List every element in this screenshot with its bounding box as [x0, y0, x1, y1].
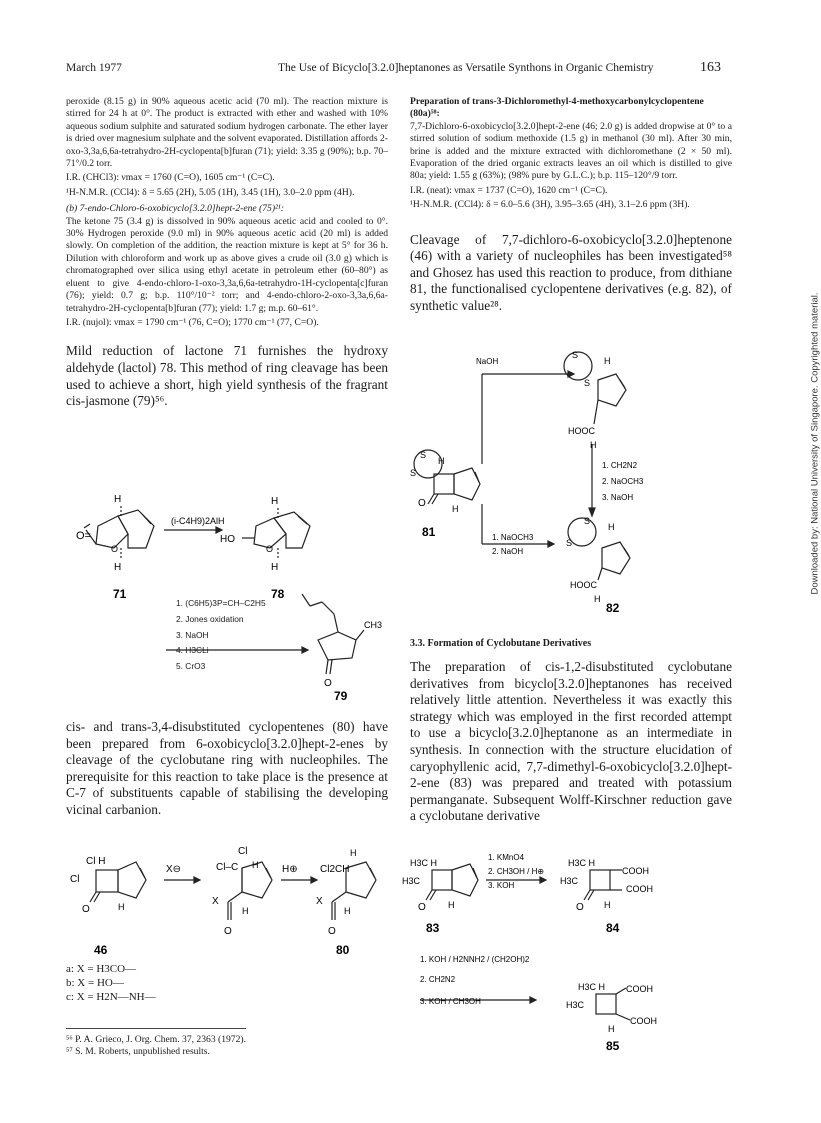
nucleophile-label: X⊖: [166, 864, 182, 875]
methyl-84: H3C: [560, 876, 579, 886]
body-paragraph-cyclopentenes: cis- and trans-3,4-disubstituted cyclopentenes (80) have been prepared from 6-oxobicyclo[3.2.0]hept-2-enes by cleavage of the cyclobutane ring with nucleophiles. The prerequisite for this reaction to take place is the presence at C-7 of substituents capable of stabilising the developing vicinal carbanion.: [66, 719, 388, 817]
svg-text:X: X: [212, 896, 219, 907]
right-column: [410, 96, 732, 315]
svg-text:O: O: [82, 904, 90, 915]
cooh-85-b: COOH: [630, 1016, 657, 1026]
svg-text:O: O: [324, 678, 332, 689]
svg-text:H: H: [114, 562, 122, 573]
step-4: 4. H3CLi: [176, 645, 209, 656]
body-paragraph-cyclobutane: The preparation of cis-1,2-disubstituted cyclobutane derivatives from bicyclo[3.2.0]heptanones has received relatively little attention. Nevertheless it was exactly this strategy which was employed in the first recorded attempt to use a bicyclo[3.2.0]heptanone as an intermediate in synthesis. In connection with the structure elucidation of caryophyllenic acid, 7,7-dimethyl-6-oxobicyclo[3.2.0]hept-2-ene (83) was prepared and treated with potassium permanganate. Subsequent Wolff-Kirschner reduction gave a cyclobutane derivative: [410, 659, 732, 824]
methyl-85: H3C: [566, 1000, 585, 1010]
scheme-dithiane-cleavage: [398, 344, 728, 614]
page-number: 163: [700, 60, 721, 75]
nmr-80a: ¹H-N.M.R. (CCl4): δ = 6.0–5.6 (3H), 3.95–3.65 (4H), 3.1–2.6 ppm (3H).: [410, 199, 690, 211]
svg-text:Cl: Cl: [70, 874, 80, 885]
bottom-step-1: 1. NaOCH3: [492, 533, 534, 542]
svg-text:Cl H: Cl H: [86, 856, 106, 867]
svg-text:S: S: [572, 350, 579, 360]
subhead-b: (b) 7-endo-Chloro-6-oxobicyclo[3.2.0]hept-2-ene (75)²¹:: [66, 203, 284, 215]
label-46: 46: [94, 943, 108, 957]
svg-text:H: H: [590, 440, 597, 450]
svg-text:H3C H: H3C H: [568, 858, 596, 868]
svg-text:X: X: [316, 896, 323, 907]
svg-text:HO: HO: [220, 534, 235, 545]
label-82: 82: [606, 601, 620, 615]
label-79: 79: [334, 689, 348, 703]
body-paragraph-lactone: Mild reduction of lactone 71 furnishes the hydroxy aldehyde (lactol) 78. This method of ring cleavage has been used to achieve a short, high yield synthesis of the fragrant cis-jasmone (79)⁵⁶.: [66, 343, 388, 409]
top-step-koh: 3. KOH: [488, 881, 515, 890]
hooc-top: HOOC: [568, 426, 595, 436]
legend-b: b: X = HO—: [66, 977, 124, 989]
prep-paragraph-71: peroxide (8.15 g) in 90% aqueous acetic acid (70 ml). The reaction mixture is stirred for 24 h at 0°. The product is extracted with ether and washed with 10% aqueous sodium sulphite and saturated sodium hydrogen carbonate. The ether layer is dried over magnesium sulphate and the solvent evaporated. Distillation affords 2-oxo-3,3a,6,6a-tetrahydro-2H-cyclopenta[b]furan (71); yield: 3.35 g (90%); b.p. 70–71°/0.2 torr.: [66, 96, 388, 170]
svg-text:O: O: [266, 544, 274, 554]
top-step-2: 2. NaOCH3: [602, 477, 644, 486]
svg-text:H: H: [252, 860, 259, 870]
jasmone-steps: [176, 596, 266, 675]
cooh-84-b: COOH: [626, 884, 653, 894]
section-heading-3-3: 3.3. Formation of Cyclobutane Derivatives: [410, 638, 592, 649]
svg-text:S: S: [410, 468, 417, 478]
methyl-label: CH3: [364, 620, 383, 630]
prep-paragraph-76-77: The ketone 75 (3.4 g) is dissolved in 90% aqueous acetic acid and cooled to 0°. 30% Hydrogen peroxide (9.0 ml) in 90% aqueous acetic acid (20 ml) is added slowly. On completion of the addition, the reaction mixture is kept at 5° for 36 h. Dilution with chloroform and work up as above gives a crude oil (3.0 g) which is chromatographed over silica using ethyl acetate in petroleum ether (60–80°) as eluent to give 4-endo-chloro-1-oxo-3,3a,6,6a-tetrahydro-1H-cyclopenta[c]furan (76); yield: 0.7 g; b.p. 110°/10⁻² torr; and 4-endo-chloro-2-oxo-3,3a,6,6a-tetrahydro-2H-cyclopenta[b]furan (77); yield: 1.7 g; m.p. 60–61°.: [66, 215, 388, 314]
step-1: 1. (C6H5)3P=CH–C2H5: [176, 598, 266, 608]
footnotes: [66, 1034, 388, 1059]
step-3: 3. NaOH: [176, 629, 209, 640]
step-5: 5. CrO3: [176, 661, 206, 672]
svg-text:S: S: [566, 538, 573, 548]
ir-71: I.R. (CHCl3): νmax = 1760 (C=O), 1605 cm⁻¹ (C=C).: [66, 172, 275, 184]
legend-a: a: X = H3CO—: [66, 963, 137, 975]
svg-text:H: H: [604, 356, 611, 366]
footnote-56: ⁵⁶ P. A. Grieco, J. Org. Chem. 37, 2363 (1972).: [66, 1034, 246, 1045]
body-paragraph-ghosez: Cleavage of 7,7-dichloro-6-oxobicyclo[3.2.0]heptenone (46) with a variety of nucleophiles has been investigated⁵⁸ and Ghosez has used this reaction to produce, from dithiane 81, the functionalised cyclopentene derivatives (e.g. 82), of synthetic value²⁸.: [410, 231, 732, 314]
svg-text:Cl: Cl: [238, 846, 248, 857]
header-date: March 1977: [66, 62, 122, 74]
svg-text:O: O: [418, 902, 426, 913]
svg-text:H3C H: H3C H: [410, 858, 438, 868]
svg-text:H: H: [114, 494, 122, 505]
top-step-3: 3. NaOH: [602, 493, 634, 502]
svg-text:O: O: [111, 544, 119, 554]
footnote-57: ⁵⁷ S. M. Roberts, unpublished results.: [66, 1046, 210, 1058]
reagent-dibal: (i-C4H9)2AlH: [171, 516, 225, 526]
svg-text:H: H: [438, 456, 445, 466]
label-81: 81: [422, 525, 436, 539]
dichloromethyl-label: Cl2CH: [320, 864, 350, 875]
label-78: 78: [271, 587, 285, 601]
svg-text:S: S: [584, 378, 591, 388]
footnote-rule: [66, 1028, 246, 1029]
svg-text:H: H: [604, 900, 611, 910]
svg-text:H: H: [271, 562, 279, 573]
bottom-step-ch2n2: 2. CH2N2: [420, 975, 456, 984]
cooh-85-a: COOH: [626, 984, 653, 994]
legend-c: c: X = H2N—NH—: [66, 991, 156, 1003]
svg-text:H: H: [608, 522, 615, 532]
carbonyl-o-71: O=: [76, 530, 91, 542]
top-step-1: 1. CH2N2: [602, 461, 638, 470]
svg-text:H: H: [344, 906, 351, 916]
label-83: 83: [426, 921, 440, 935]
nmr-71: ¹H-N.M.R. (CCl4): δ = 5.65 (2H), 5.05 (1H), 3.45 (1H), 3.0–2.0 ppm (4H).: [66, 186, 355, 198]
ir-76-77: I.R. (nujol): νmax = 1790 cm⁻¹ (76, C=O); 1770 cm⁻¹ (77, C=O).: [66, 316, 319, 328]
left-column: [66, 96, 388, 410]
methyl-83: H3C: [402, 876, 421, 886]
download-note: Downloaded by: National University of Singapore. Copyrighted material.: [809, 292, 821, 595]
step-2: 2. Jones oxidation: [176, 613, 244, 624]
ir-80a: I.R. (neat): νmax = 1737 (C=O), 1620 cm⁻¹ (C=C).: [410, 184, 608, 196]
label-84: 84: [606, 921, 620, 935]
bottom-step-2: 2. NaOH: [492, 547, 524, 556]
svg-text:H: H: [594, 594, 601, 604]
svg-text:H: H: [448, 900, 455, 910]
svg-text:S: S: [420, 450, 427, 460]
svg-text:S: S: [584, 516, 591, 526]
svg-text:H: H: [608, 1024, 615, 1034]
svg-text:H: H: [452, 504, 459, 514]
cooh-84-a: COOH: [622, 866, 649, 876]
scheme-nucleophile-cleavage: [66, 840, 386, 960]
svg-text:O: O: [224, 926, 232, 937]
scheme-caryophyllenic-acid: [400, 848, 730, 1058]
svg-text:H: H: [350, 848, 357, 858]
svg-text:O: O: [418, 498, 426, 509]
bottom-step-wolff-kishner: 1. KOH / H2NNH2 / (CH2OH)2: [420, 955, 530, 964]
label-80: 80: [336, 943, 350, 957]
top-step-methanol: 2. CH3OH / H⊕: [488, 867, 545, 876]
prep-heading-80a: Preparation of trans-3-Dichloromethyl-4-methoxycarbonylcyclopentene (80a)⁵⁸:: [410, 96, 704, 120]
svg-text:H: H: [242, 906, 249, 916]
svg-text:H: H: [118, 902, 125, 912]
naoh-top: NaOH: [476, 357, 499, 366]
svg-text:H3C H: H3C H: [578, 982, 606, 992]
label-85: 85: [606, 1039, 620, 1053]
top-step-kmno4: 1. KMnO4: [488, 853, 525, 862]
hooc-bottom: HOOC: [570, 580, 597, 590]
svg-text:Cl–C: Cl–C: [216, 862, 239, 873]
running-title: The Use of Bicyclo[3.2.0]heptanones as Versatile Synthons in Organic Chemistry: [278, 62, 654, 74]
bottom-step-koh-methanol: 3. KOH / CH3OH: [420, 997, 481, 1006]
prep-paragraph-80a: 7,7-Dichloro-6-oxobicyclo[3.2.0]hept-2-ene (46; 2.0 g) is added dropwise at 0° to a stirred solution of sodium methoxide (1.5 g) in methanol (30 ml). After 30 min, brine is added and the mixture extracted with dichloromethane (2 × 50 ml). Evaporation of the dried organic extracts leaves an oil which is distilled to give 80a; yield: 1.55 g (63%); (98% pure by G.L.C.); b.p. 115–120°/9 torr.: [410, 120, 732, 182]
svg-text:O: O: [328, 926, 336, 937]
svg-text:H: H: [271, 496, 279, 507]
proton-label: H⊕: [282, 864, 298, 875]
substituent-legend: [66, 962, 156, 1004]
svg-text:O: O: [576, 902, 584, 913]
label-71: 71: [113, 587, 127, 601]
